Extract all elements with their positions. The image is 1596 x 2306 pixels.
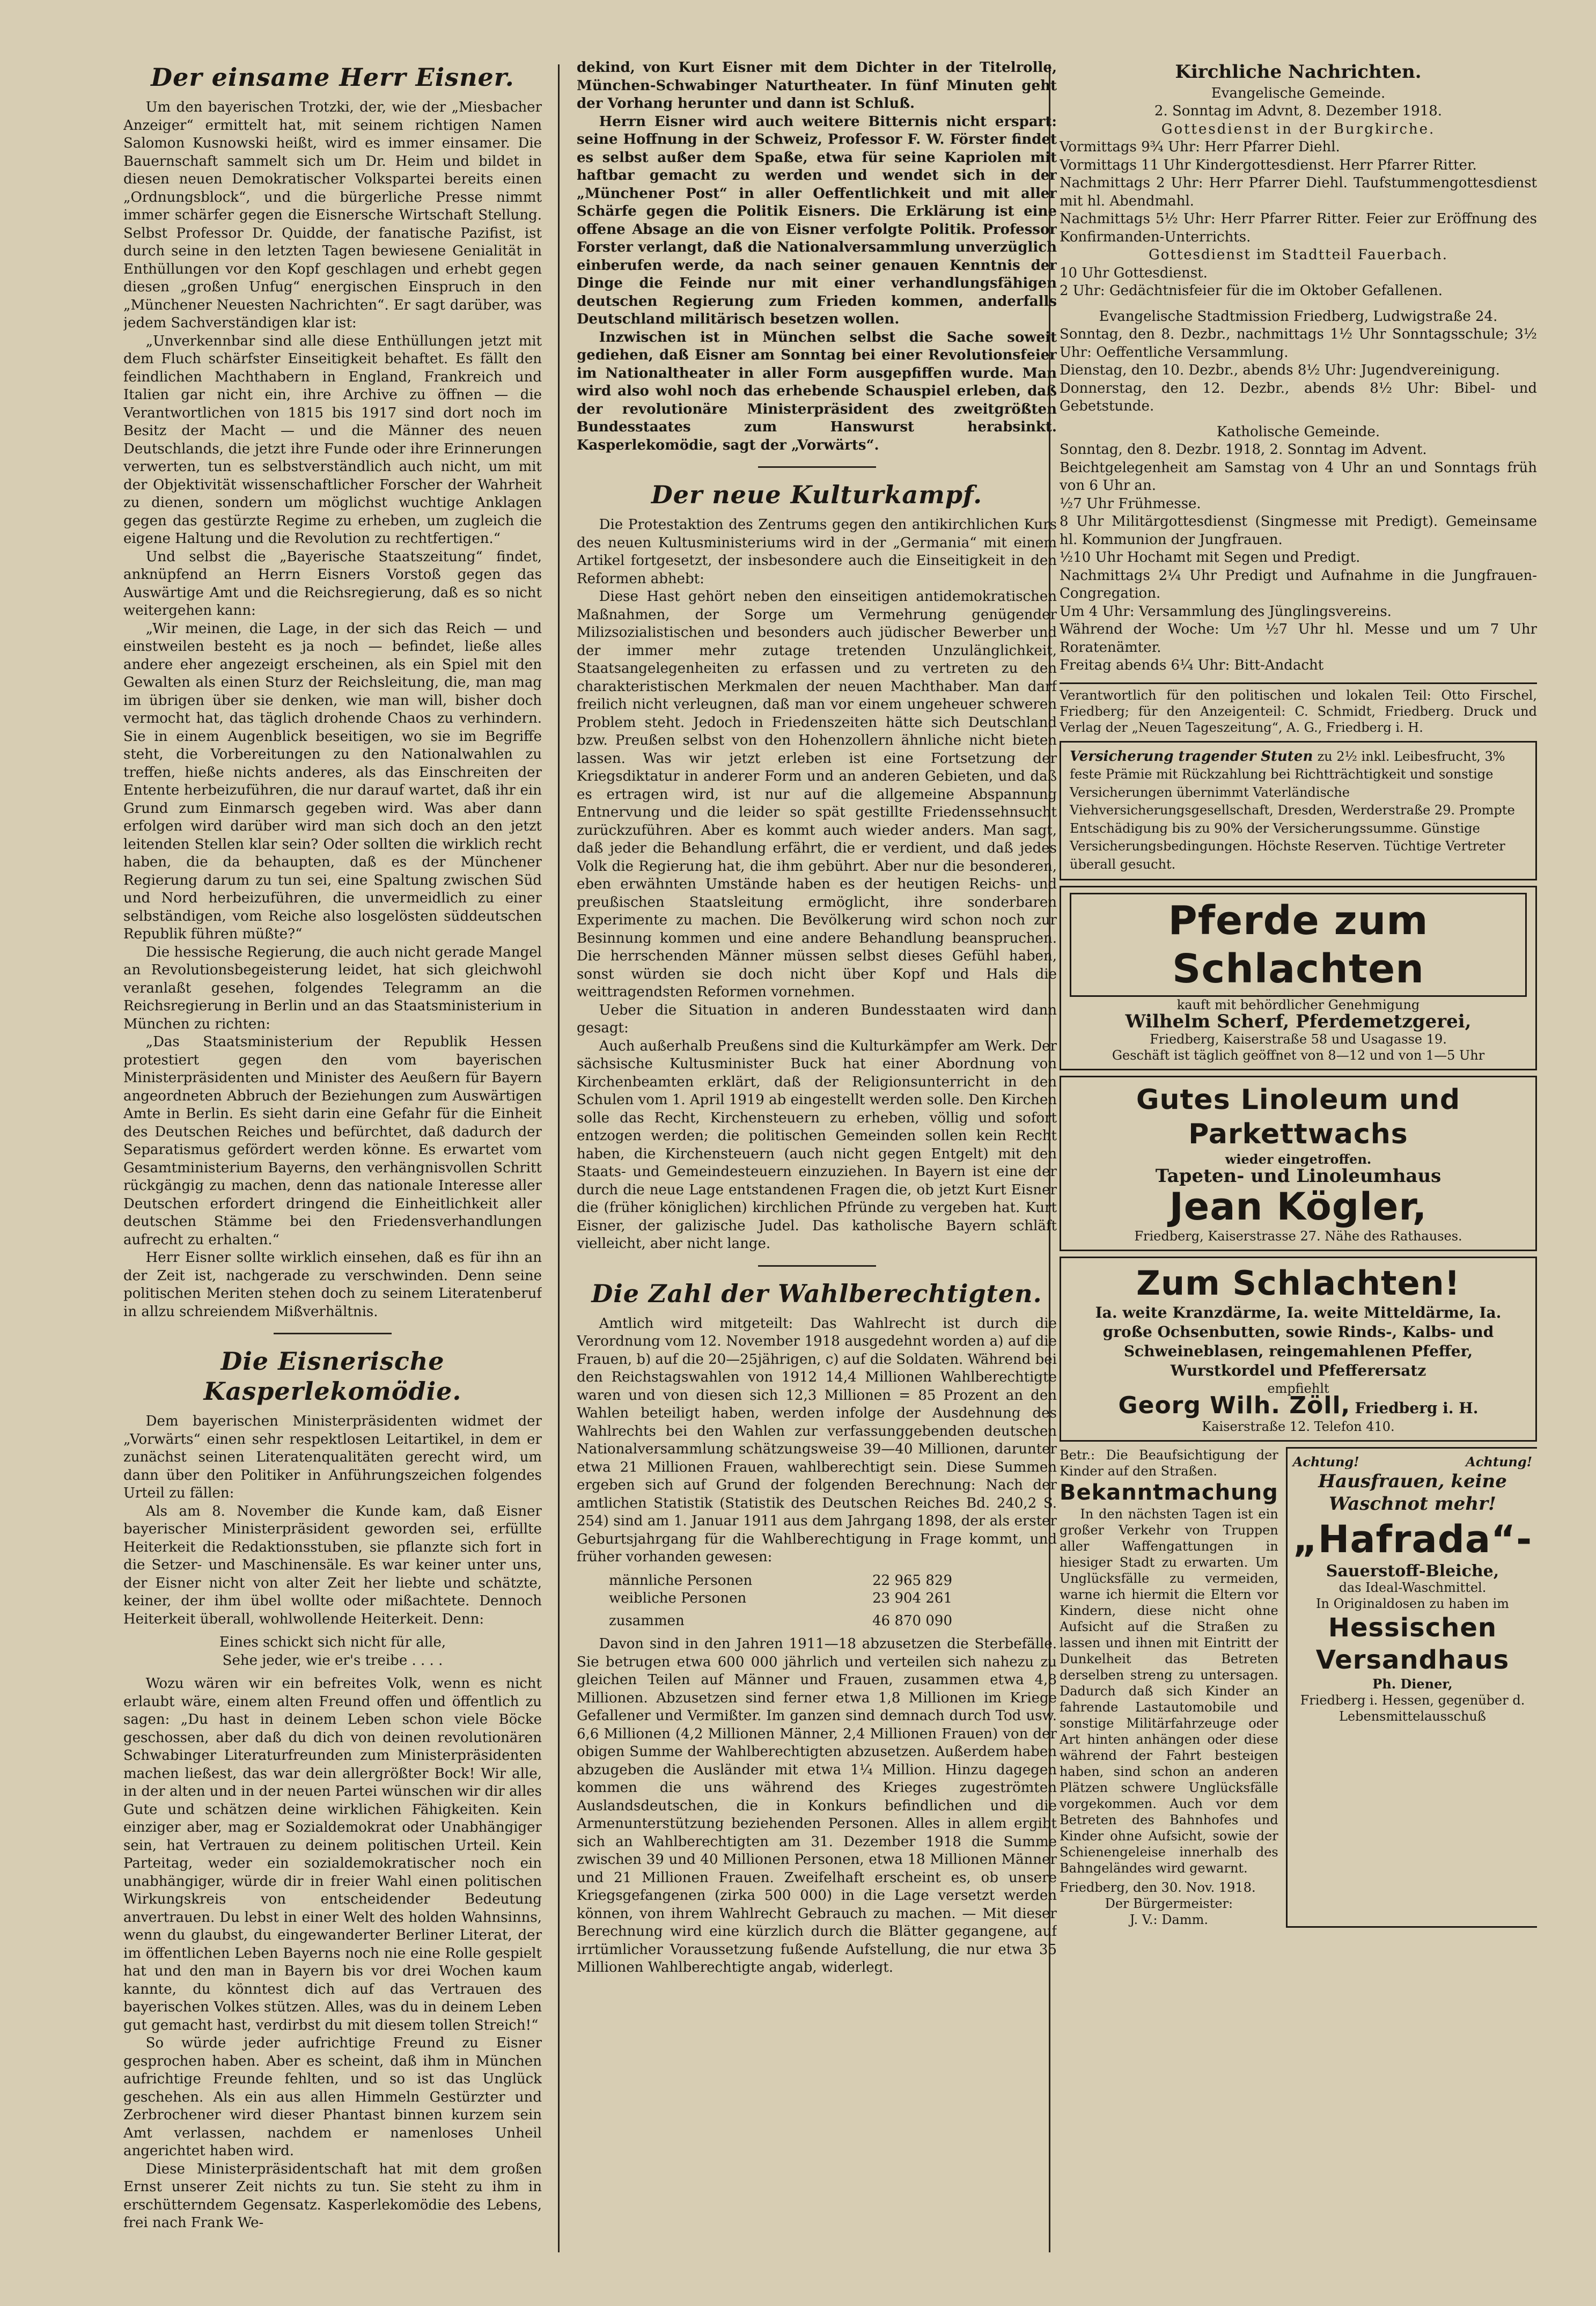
ad-title: „Hafrada“-: [1292, 1517, 1533, 1561]
ad-text: Friedberg i. Hessen, gegenüber d. Lebensmittelausschuß: [1300, 1692, 1525, 1724]
church-line: Nachmittags 2 Uhr: Herr Pfarrer Diehl. Taufstummengottesdienst mit hl. Abendmahl.: [1060, 175, 1537, 209]
stats-value: 23 904 261: [872, 1590, 952, 1606]
headline-kasperlekomoedie: Die Eisnerische Kasperlekomödie.: [203, 1347, 462, 1406]
church-line: Nachmittags 5½ Uhr: Herr Pfarrer Ritter. Feier zur Eröffnung des Konfirmanden-Unterrichts.: [1060, 211, 1537, 245]
ad-text: Kaiserstraße 12. Telefon 410.: [1202, 1419, 1395, 1434]
ad-versicherung: [1060, 741, 1537, 881]
paragraph: Diese Hast gehört neben den einseitigen antidemokratischen Maßnahmen, der Sorge um Vermehrung genügender Milizsozialistischen und besonders auch jüdischer Bewerber und der immer mehr zutage tretenden Unzulänglichkeit, Staatsangelegenheiten zu erfassen und zu vertreten zu den charakteristischen Merkmalen der neuen Machthaber. Man darf freilich nicht verleugnen, daß man vor einem ungeheuer schweren Problem steht. Jedoch in Friedenszeiten hätte sich Deutschland bzw. Preußen selbst von den Hohenzollern ähnliche nicht bieten lassen. Was wir jetzt erleben ist eine Fortsetzung der Kriegsdiktatur in anderer Form und an anderen Gebieten, und daß es ertragen wird, ist nur auf die allgemeine Abspannung Entnervung und die leider so spät gestillte Friedenssehnsucht zurückzuführen. Aber es kommt auch wieder anders. Man sagt, daß jeder die Behandlung erfährt, die er verdient, und daß jedes Volk die Regierung hat, die ihm gebührt. Aber nur die besonderen, eben erwähnten Umstände haben es der heutigen Reichs- und preußischen Staatsleitung ermöglicht, ihre sonderbaren Experimente zu machen. Die Bevölkerung wird schon noch zur Besinnung kommen und eine andere Behandlung beanspruchen. Die herrschenden Männer müssen selbst dieses Gefühl haben, sonst würden sie doch nicht über Kopf und Hals die weittragendsten Reformen vornehmen.: [577, 589, 1057, 1000]
imprint-text: Verantwortlich für den politischen und lokalen Teil: Otto Firschel, Friedberg; für den Anzeigenteil: C. Schmidt, Friedberg. Druck und Verlag der „Neuen Tageszeitung“, A. G., Friedberg i. H.: [1060, 687, 1537, 735]
ad-name: Wilhelm Scherf, Pferdemetzgerei,: [1125, 1011, 1472, 1032]
church-line: Sonntag, den 8. Dezbr. 1918, 2. Sonntag im Advent.: [1060, 442, 1427, 458]
church-subtitle: Evangelische Stadtmission Friedberg, Ludwigstraße 24.: [1099, 308, 1498, 325]
church-line: Während der Woche: Um ½7 Uhr hl. Messe und um 7 Uhr Roratenämter.: [1060, 621, 1537, 656]
ad-heading: Versicherung tragender Stuten: [1070, 748, 1313, 765]
ad-text: zu 2½ inkl. Leibesfrucht, 3% feste Prämie mit Rückzahlung bei Richtträchtigkeit und sonstige Versicherungen übernimmt Vaterländische Viehversicherungsgesellschaft, Dresden, Werderstraße 29. Prompte Entschädigung bis zu 90% der Versicherungssumme. Günstige Versicherungsbedingungen. Höchste Reserven. Tüchtige Vertreter überall gesucht.: [1070, 748, 1515, 872]
paragraph: Auch außerhalb Preußens sind die Kulturkämpfer am Werk. Der sächsische Kultusminister Buck hat einer Abordnung von Kirchenbeamten erklärt, daß der Religionsunterricht in den Schulen vom 1. April 1919 ab eingestellt werden solle. Den Kirchen solle das Recht, Kirchensteuern zu erheben, völlig und sofort entzogen werden; die politischen Gemeinden sollen kein Recht haben, die Kirchensteuern (auch nicht gegen Entgelt) mit den Staats- und Gemeindesteuern einzuziehen. In Bayern ist eine der durch die neue Lage entstandenen Fragen die, ob jetzt Kurt Eisner die (früher königlichen) kirchlichen Pfründe zu vergeben hat. Kurt Eisner, der galizische Judel. Das katholische Bayern schläft vielleicht, aber nicht lange.: [577, 1038, 1057, 1252]
church-line: Freitag abends 6¼ Uhr: Bitt-Andacht: [1060, 657, 1324, 673]
church-line: 2. Sonntag im Advnt, 8. Dezember 1918.: [1154, 103, 1443, 119]
church-news: [1060, 63, 1537, 675]
notice-text: In den nächsten Tagen ist ein großer Verkehr von Truppen aller Waffengattungen in hiesiger Stadt zu erwarten. Um Unglücksfälle zu vermeiden, warne ich hiermit die Eltern vor Kindern, diese nicht ohne Aufsicht auf die Straßen zu lassen und ihnen mit Eintritt der Dunkelheit das Betreten derselben streng zu untersagen. Dadurch daß sich Kinder an fahrende Lastautomobile und sonstige Militärfahrzeuge oder Art hinten anhängen oder diese während der Fahrt besteigen haben, sind schon an anderen Plätzen schwere Unglücksfälle vorgekommen. Auch vor dem Betreten des Bahnhofes und Kinder ohne Aufsicht, sowie der Schienengeleise innerhalb des Bahngeländes wird gewarnt.: [1060, 1506, 1278, 1876]
column-right: [1060, 59, 1537, 2285]
column-left: [123, 59, 542, 2285]
ad-title: Pferde zum Schlachten: [1070, 893, 1527, 997]
ad-text: Achtung!: [1292, 1453, 1359, 1470]
separator: [758, 1265, 876, 1267]
church-line: Sonntag, den 8. Dezbr., nachmittags 1½ Uhr Sonntagsschule; 3½ Uhr: Oeffentliche Versammlung.: [1060, 326, 1537, 361]
ad-text: Ia. weite Kranzdärme, Ia. weite Mitteldärme, Ia. große Ochsenbutten, sowie Rinds-, Kalbs- und Schweineblasen, reingemahlenen Pfeffer, Wurstkordel und Pfefferersatz: [1095, 1304, 1502, 1379]
paragraph: Ueber die Situation in anderen Bundesstaaten wird dann gesagt:: [577, 1002, 1057, 1036]
verse-line: Eines schickt sich nicht für alle,: [219, 1634, 446, 1650]
notice-head: Betr.: Die Beaufsichtigung der Kinder auf den Straßen.: [1060, 1447, 1278, 1479]
paragraph: Die hessische Regierung, die auch nicht gerade Mangel an Revolutionsbegeisterung leidet, hat sich gleichwohl veranlaßt gesehen, folgendes Telegramm an die Reichsregierung in Berlin und an das Staatsministerium in München zu richten:: [123, 944, 542, 1032]
church-line: Donnerstag, den 12. Dezbr., abends 8½ Uhr: Bibel- und Gebetstunde.: [1060, 380, 1537, 414]
ad-name: Georg Wilh. Zöll,: [1118, 1392, 1351, 1419]
paragraph: Als am 8. November die Kunde kam, daß Eisner bayerischer Ministerpräsident geworden sei, erfüllte Heiterkeit die Redaktionsstuben, sie pflanzte sich fort in die Setzer- und Maschinensäle. Es war keiner unter uns, der Eisner nicht von alter Zeit her liebte und schätzte, keiner, der ihm übel wollte oder mißachtete. Dennoch Heiterkeit überall, wohlwollende Heiterkeit. Denn:: [123, 1503, 542, 1627]
paragraph: Amtlich wird mitgeteilt: Das Wahlrecht ist durch die Verordnung vom 12. November 1918 ausgedehnt worden a) auf die Frauen, b) auf die 20—25jährigen, c) auf die Soldaten. Während bei den Reichstagswahlen von 1912 14,4 Millionen Wahlberechtigte waren und von diesen sich 12,3 Millionen = 85 Prozent an den Wahlen beteiligt haben, werden infolge der Ausdehnung des Wahlrechts bei den Wahlen zur verfassunggebenden deutschen Nationalversammlung schätzungsweise 39—40 Millionen, darunter etwa 21 Millionen Frauen, wahlberechtigt sein. Diese Summen ergeben sich auf Grund der folgenden Berechnung: Nach der amtlichen Statistik (Statistik des Deutschen Reiches Bd. 240,2 S. 254) sind am 1. Januar 1911 aus dem Jahrgang 1898, der als erster Geburtsjahrgang für die Wahlberechtigung in Frage kommt, und früher vorhanden gewesen:: [577, 1315, 1057, 1565]
ad-name: Jean Kögler,: [1169, 1185, 1428, 1229]
paragraph: „Das Staatsministerium der Republik Hessen protestiert gegen den vom bayerischen Ministerpräsidenten und Minister des Aeußern für Bayern angeordneten Abbruch der Beziehungen zum Auswärtigen Amte in Berlin. Es sieht darin eine Gefahr für die Einheit des Deutschen Reiches und befürchtet, daß dadurch der Separatismus gefördert werden könne. Es erwartet vom Gesamtministerium Bayerns, den verhängnisvollen Schritt rückgängig zu machen, denn das nationale Interesse aller Deutschen erfordert dringend die Einheitlichkeit aller deutschen Stämme bei den Friedensverhandlungen aufrecht zu erhalten.“: [123, 1034, 542, 1248]
ad-place: Friedberg i. H.: [1355, 1399, 1479, 1417]
ad-text: Achtung!: [1466, 1453, 1533, 1470]
ad-text: In Originaldosen zu haben im: [1316, 1596, 1509, 1611]
church-line: Gottesdienst im Stadtteil Fauerbach.: [1148, 247, 1448, 263]
verse-line: Sehe jeder, wie er's treibe . . . .: [222, 1652, 443, 1669]
ad-linoleum: [1060, 1076, 1537, 1252]
stats-label: zusammen: [609, 1612, 685, 1629]
paragraph: dekind, von Kurt Eisner mit dem Dichter in der Titelrolle, München-Schwabinger Naturtheater. In fünf Minuten geht der Vorhang herunter und dann ist Schluß.: [577, 60, 1057, 112]
paragraph: Die Protestaktion des Zentrums gegen den antikirchlichen Kurs des neuen Kultusministeriums wird in der „Germania“ mit einem Artikel fortgesetzt, der insbesondere auch die Einseitigkeit in den Reformen abhebt:: [577, 517, 1057, 587]
stats-label: männliche Personen: [609, 1572, 753, 1589]
headline-kulturkampf: Der neue Kulturkampf.: [651, 480, 983, 509]
church-line: Vormittags 11 Uhr Kindergottesdienst. Herr Pfarrer Ritter.: [1060, 157, 1477, 173]
notice-date: Friedberg, den 30. Nov. 1918.: [1060, 1879, 1256, 1895]
paragraph: So würde jeder aufrichtige Freund zu Eisner gesprochen haben. Aber es scheint, daß ihm in München aufrichtige Freunde fehlten, und so ist das Unglück geschehen. Als ein aus allen Himmeln Gestürzter und Zerbrochener wird dieser Phantast binnen kurzem sein Amt verlassen, nachdem er namenloses Unheil angerichtet haben wird.: [123, 2035, 542, 2159]
ad-name: Hessischen Versandhaus: [1315, 1612, 1510, 1675]
ad-text: das Ideal-Waschmittel.: [1338, 1580, 1487, 1595]
headline-wahlberechtigte: Die Zahl der Wahlberechtigten.: [591, 1279, 1042, 1308]
ad-text: empfiehlt: [1267, 1381, 1329, 1396]
notice-signature: J. V.: Damm.: [1129, 1912, 1208, 1927]
ad-text: wieder eingetroffen.: [1225, 1151, 1372, 1167]
bottom-ads: [1060, 1447, 1537, 1928]
stats-row: [609, 1590, 952, 1608]
church-line: Gottesdienst in der Burgkirche.: [1161, 121, 1436, 137]
ad-text: Sauerstoff-Bleiche,: [1326, 1561, 1499, 1581]
column-rule: [558, 64, 560, 2252]
church-subtitle: Katholische Gemeinde.: [1216, 423, 1380, 440]
headline-eisner: Der einsame Herr Eisner.: [151, 63, 514, 92]
paragraph: Herr Eisner sollte wirklich einsehen, daß es für ihn an der Zeit ist, nachgerade zu verschwinden. Denn seine politischen Meriten stehen doch zu seinem Literatenberuf in allzu schreiendem Mißverhältnis.: [123, 1250, 542, 1320]
paragraph: Herrn Eisner wird auch weitere Bitternis nicht erspart: seine Hoffnung in der Schweiz, Professor F. W. Förster findet es selbst außer dem Spaße, etwa für seine Kapriolen mit haftbar gemacht zu werden und wendet sich in der „Münchener Post“ in aller Oeffentlichkeit und mit aller Schärfe gegen die Politik Eisners. Die Erklärung ist eine offene Absage an die von Eisner verfolgte Politik. Professor Forster verlangt, daß die Nationalversammlung unverzüglich einberufen werde, da nach seiner genauen Kenntnis der Dinge die Feinde nur mit einer verhandlungsfähigen deutschen Regierung zum Frieden kommen, anderfalls Deutschland militärisch besetzen wollen.: [577, 113, 1057, 327]
church-line: Nachmittags 2¼ Uhr Predigt und Aufnahme in die Jungfrauen-Congregation.: [1060, 567, 1537, 601]
church-line: Dienstag, den 10. Dezbr., abends 8½ Uhr: Jugendvereinigung.: [1060, 362, 1500, 378]
paragraph: Davon sind in den Jahren 1911—18 abzusetzen die Sterbefälle. Sie betrugen etwa 600 000 jährlich und verteilen sich nahezu zu gleichen Teilen auf Männer und Frauen, zusammen etwa 4,8 Millionen. Abzusetzen sind ferner etwa 1,8 Millionen im Kriege Gefallener und Vermißter. Im ganzen sind demnach durch Tod usw. 6,6 Millionen (4,2 Millionen Männer, 2,4 Millionen Frauen) von der obigen Summe der Wahlberechtigten abzusetzen. Außerdem haben abzugeben die Ausländer mit etwa 1¼ Million. Hinzu dagegen kommen die uns während des Krieges zugeströmten Auslandsdeutschen, die in Konkurs befindlichen und die Armenunterstützung beziehenden Personen. Alles in allem ergibt sich an Wahlberechtigten am 31. Dezember 1918 die Summe zwischen 39 und 40 Millionen Personen, etwa 18 Millionen Männer und 21 Millionen Frauen. Zweifelhaft erscheint es, ob unsere Kriegsgefangenen (zirka 500 000) in die Lage versetzt werden können, von ihrem Wahlrecht Gebrauch zu machen. — Mit dieser Berechnung wird eine kürzlich durch die Blätter gegangene, auf irrtümlicher Voraussetzung fußende Aufstellung, die nur etwa 35 Millionen Wahlberechtigte angab, widerlegt.: [577, 1636, 1057, 1975]
ad-text: Friedberg, Kaiserstrasse 27. Nähe des Rathauses.: [1134, 1229, 1462, 1244]
ad-text: kauft mit behördlicher Genehmigung: [1176, 997, 1420, 1012]
paragraph: Inzwischen ist in München selbst die Sache soweit gediehen, daß Eisner am Sonntag bei einer Revolutionsfeier im Nationaltheater in aller Form ausgepfiffen wurde. Man wird also wohl noch das erhebende Schauspiel erleben, daß der revolutionäre Ministerpräsident des zweitgrößten Bundesstaates zum Hanswurst herabsinkt. Kasperlekomödie, sagt der „Vorwärts“.: [577, 329, 1057, 453]
stats-row: [609, 1572, 952, 1590]
stats-value: 46 870 090: [872, 1612, 952, 1629]
column-middle: [577, 59, 1057, 2285]
church-subtitle: Evangelische Gemeinde.: [1211, 85, 1386, 101]
ad-hafrada: [1286, 1447, 1537, 1928]
stats-label: weibliche Personen: [609, 1590, 747, 1606]
ad-pferde: [1060, 886, 1537, 1070]
notice-signature: Der Bürgermeister:: [1105, 1896, 1233, 1911]
church-line: Vormittags 9¾ Uhr: Herr Pfarrer Diehl.: [1060, 139, 1340, 155]
church-line: Um 4 Uhr: Versammlung des Jünglingsvereins.: [1060, 603, 1392, 620]
paragraph: „Wir meinen, die Lage, in der sich das Reich — und einstweilen besteht es ja noch — befindet, ließe alles andere eher angezeigt erscheinen, als ein Spiel mit den Gewalten als einen Sturz der Reichsleitung, die, man mag im übrigen über sie denken, wie man will, bisher doch vermocht hat, das täglich drohende Chaos zu verhindern. Sie in einem Augenblick beseitigen, wo sie im Begriffe steht, die Vorbereitungen zu den Nationalwahlen zu treffen, hieße nichts anderes, als das Einschreiten der Entente herbeizuführen, die nur darauf wartet, daß ihr ein Grund zum Einmarsch gegeben wird. Was aber dann erfolgen wird darüber wird man sich doch an den jetzt leitenden Stellen klar sein? Oder sollten die wirklich recht haben, die da behaupten, daß es der Münchener Regierung darum zu tun sei, eine Spaltung zwischen Süd und Nord herbeizuführen, die unvermeidlich zu einer selbständigen, vom Reiche also losgelösten süddeutschen Republik führen müßte?“: [123, 620, 542, 942]
church-line: 10 Uhr Gottesdienst.: [1060, 265, 1208, 281]
church-line: ½7 Uhr Frühmesse.: [1060, 495, 1201, 512]
ad-text: Tapeten- und Linoleumhaus: [1155, 1165, 1441, 1187]
ad-text: Ph. Diener,: [1372, 1676, 1453, 1692]
ad-text: Friedberg, Kaiserstraße 58 und Usagasse 19.: [1150, 1031, 1447, 1047]
church-title: Kirchliche Nachrichten.: [1175, 61, 1422, 83]
paragraph: Wozu wären wir ein befreites Volk, wenn es nicht erlaubt wäre, einem alten Freund offen und öffentlich zu sagen: „Du hast in deinem Leben schon viele Böcke geschossen, aber daß du dich von deinen revolutionären Schwabinger Literaturfreunden zum Ministerpräsidenten machen ließest, das war dein allergrößter Bock! Wir alle, in der alten und in der neuen Partei wünschen wir dir alles Gute und schätzen deine wirklichen Fähigkeiten. Kein einziger aber, mag er Sozialdemokrat oder Unabhängiger sein, hat Vertrauen zu deinem politischen Urteil. Kein Parteitag, weder ein sozialdemokratischer noch ein unabhängiger, würde dir in freier Wahl einen politischen Wirkungskreis von entscheidender Bedeutung anvertrauen. Du lebst in einer Welt des holden Wahnsinns, wenn du glaubst, du eingewanderter Berliner Literat, der im öffentlichen Leben Bayerns noch nie eine Rolle gespielt hat und den man in Bayern bis vor drei Wochen kaum kannte, du könntest dich auf das Vertrauen des bayerischen Volkes stützen. Alles, was du in deinem Leben gut gemacht hast, verdirbst du mit diesem tollen Streich!“: [123, 1676, 542, 2033]
paragraph: Diese Ministerpräsidentschaft hat mit dem großen Ernst unserer Zeit nichts zu tun. Sie steht zu ihm in erschütterndem Gegensatz. Kasperlekomödie des Lebens, frei nach Frank We-: [123, 2161, 542, 2231]
paragraph: „Unverkennbar sind alle diese Enthüllungen jetzt mit dem Fluch schärfster Einseitigkeit behaftet. Es fällt den feindlichen Machthabern in England, Frankreich und Italien gar nicht ein, ihre Archive zu öffnen — die Verantwortlichen von 1815 bis 1917 sind dort noch im Besitz der Macht — und die Männer des neuen Deutschlands, die jetzt ihre Funde oder ihre Erinnerungen verwerten, tun es selbstverständlich auch nicht, um mit der Objektivität wissenschaftlicher Forscher der Wahrheit zu dienen, sondern um möglichst wuchtige Anklagen gegen das gestürzte Regime zu erheben, um zugleich die eigene Haltung und die Revolution zu rechtfertigen.“: [123, 333, 542, 547]
church-line: 8 Uhr Militärgottesdienst (Singmesse mit Predigt). Gemeinsame hl. Kommunion der Jungfrauen.: [1060, 513, 1537, 548]
ad-schlachten: [1060, 1257, 1537, 1442]
notice-bekanntmachung: [1060, 1447, 1278, 1928]
paragraph: Dem bayerischen Ministerpräsidenten widmet der „Vorwärts“ einen sehr respektlosen Leitartikel, in dem er zunächst seinen Literatenqualitäten gerecht wird, um dann über den Politiker in Anführungszeichen folgendes Urteil zu fällen:: [123, 1413, 542, 1501]
ad-text: Geschäft ist täglich geöffnet von 8—12 und von 1—5 Uhr: [1112, 1047, 1485, 1063]
statistics-table: [609, 1572, 1057, 1631]
ad-title: Zum Schlachten!: [1136, 1264, 1460, 1303]
separator: [758, 466, 876, 468]
ad-text: Hausfrauen, keine Waschnot mehr!: [1318, 1470, 1507, 1515]
notice-title: Bekanntmachung: [1060, 1480, 1278, 1505]
separator: [274, 1333, 392, 1334]
stats-row: [609, 1612, 952, 1631]
ad-title: Gutes Linoleum und Parkettwachs: [1136, 1083, 1461, 1150]
stats-value: 22 965 829: [872, 1572, 952, 1589]
paragraph: Und selbst die „Bayerische Staatszeitung“ findet, anknüpfend an Herrn Eisners Vorstoß gegen das Auswärtige Amt und die Reichsregierung, daß es so nicht weitergehen kann:: [123, 548, 542, 619]
church-line: ½10 Uhr Hochamt mit Segen und Predigt.: [1060, 549, 1360, 566]
imprint: [1060, 682, 1537, 736]
church-line: 2 Uhr: Gedächtnisfeier für die im Oktober Gefallenen.: [1060, 283, 1443, 299]
church-line: Beichtgelegenheit am Samstag von 4 Uhr an und Sonntags früh von 6 Uhr an.: [1060, 459, 1537, 494]
paragraph: Um den bayerischen Trotzki, der, wie der „Miesbacher Anzeiger“ ermittelt hat, mit seinem richtigen Namen Salomon Kusnowski heißt, wird es immer einsamer. Die Bauernschaft sammelt sich um Dr. Heim und bildet in diesen neuen Demokratischer Volkspartei bereits einen „Ordnungsblock“, und die bürgerliche Presse nimmt immer schärfer gegen die Eisnersche Wirtschaft Stellung. Selbst Professor Dr. Quidde, der fanatische Pazifist, ist durch seine in den letzten Tagen bewiesene Genialität in Enthüllungen vor den Kopf geschlagen und erhebt gegen diesen „großen Unfug“ energischen Einspruch in den „Münchener Neuesten Nachrichten“. Er sagt darüber, was jedem Sachverständigen klar ist:: [123, 99, 542, 331]
